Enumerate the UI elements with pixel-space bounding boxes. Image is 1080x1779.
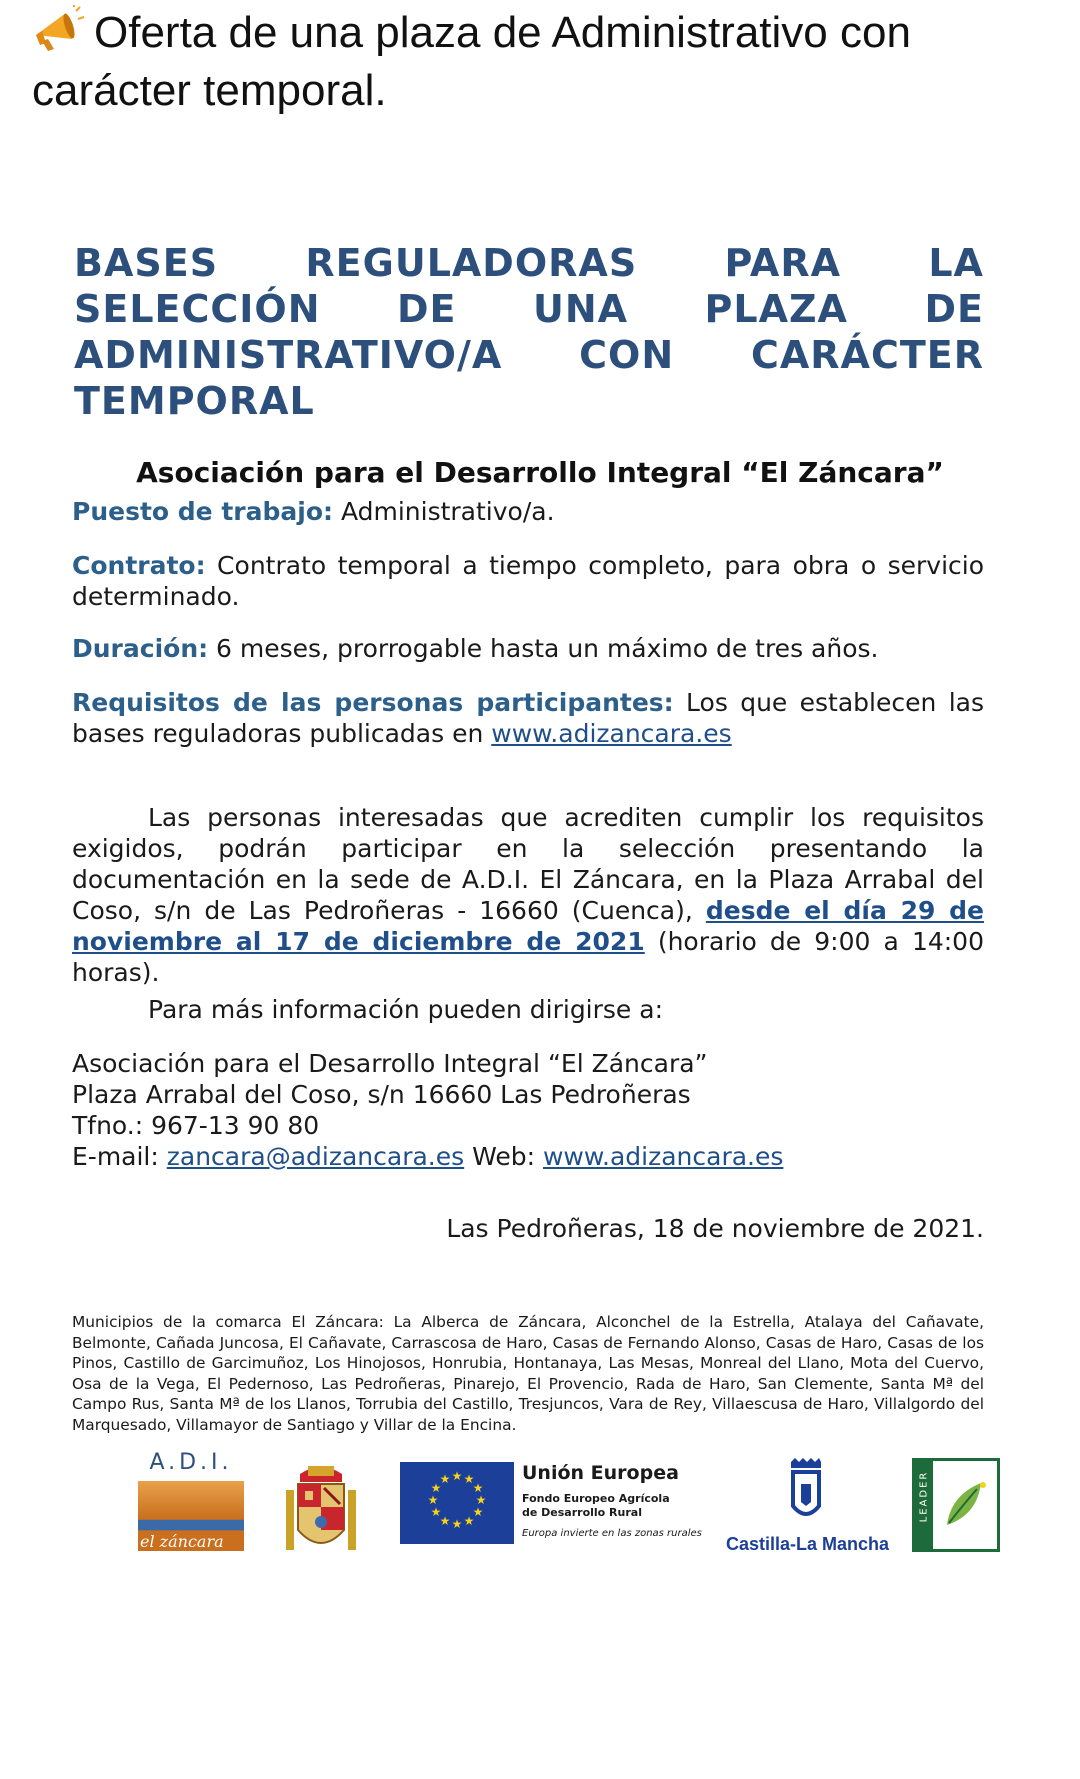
svg-text:★: ★: [430, 1481, 442, 1495]
svg-text:★: ★: [451, 1469, 463, 1483]
title-word: DE: [397, 287, 457, 331]
info-intro: Para más información pueden dirigirse a:: [148, 995, 664, 1024]
eu-title: Unión Europea: [522, 1462, 679, 1484]
field-puesto: [72, 496, 984, 527]
clm-text: Castilla-La Mancha: [726, 1534, 890, 1554]
title-line-3: [74, 332, 984, 378]
field-requisitos: [72, 687, 984, 749]
title-line-1: [74, 240, 984, 286]
field-contrato: [72, 550, 984, 612]
title-word: UNA: [532, 287, 629, 331]
web-link[interactable]: www.adizancara.es: [542, 1142, 784, 1171]
document-image: [0, 140, 1080, 1779]
adi-logo-graphic: [138, 1481, 244, 1551]
title-word: BASES: [74, 241, 219, 285]
svg-text:★: ★: [439, 1514, 451, 1528]
svg-text:★: ★: [475, 1493, 487, 1507]
adi-zancara-logo: [138, 1450, 244, 1558]
field-value: Los que establecen las bases reguladoras publicadas en: [72, 688, 984, 748]
adi-logo-sub: el záncara: [140, 1532, 224, 1551]
svg-text:★: ★: [463, 1514, 475, 1528]
title-line-2: [74, 286, 984, 332]
svg-text:★: ★: [472, 1505, 484, 1519]
title-word: CARÁCTER: [751, 333, 984, 377]
organization-heading: Asociación para el Desarrollo Integral “El Záncara”: [136, 456, 944, 489]
field-label: Requisitos de las personas participantes:: [72, 688, 674, 717]
field-label: Duración:: [72, 634, 209, 663]
contact-address: Plaza Arrabal del Coso, s/n 16660 Las Pedroñeras: [72, 1080, 691, 1109]
eu-fund-text: [522, 1462, 712, 1552]
contact-phone: Tfno.: 967-13 90 80: [72, 1111, 320, 1140]
eu-tagline: Europa invierte en las zonas rurales: [522, 1528, 702, 1539]
svg-text:★: ★: [427, 1493, 439, 1507]
eu-fund-line-2: de Desarrollo Rural: [522, 1506, 642, 1519]
document-title: [74, 240, 984, 424]
field-duracion: [72, 633, 984, 664]
adi-logo-text: A.D.I.: [149, 1450, 233, 1475]
body-text: Las personas interesadas que acrediten cumplir los requisitos exigidos, podrán participar en la selección presentando la documentación en la sede de A.D.I. El Záncara, en la Plaza Arrabal del Coso, s/n de Las Pedroñeras - 16660 (Cuenca),: [72, 803, 984, 925]
svg-text:★: ★: [430, 1505, 442, 1519]
svg-text:★: ★: [451, 1517, 463, 1531]
field-label: Contrato:: [72, 551, 206, 580]
field-label: Puesto de trabajo:: [72, 497, 333, 526]
title-line-4: [74, 378, 984, 424]
place-date: Las Pedroñeras, 18 de noviembre de 2021.: [446, 1214, 984, 1243]
eu-flag-logo: [400, 1462, 514, 1544]
title-word: TEMPORAL: [74, 379, 315, 423]
contact-org: Asociación para el Desarrollo Integral “El Záncara”: [72, 1049, 708, 1078]
title-word: DE: [924, 287, 984, 331]
title-word: PLAZA: [704, 287, 848, 331]
svg-text:★: ★: [472, 1481, 484, 1495]
clm-castle-icon: [781, 1458, 831, 1530]
email-label: E-mail:: [72, 1142, 167, 1171]
web-label: Web:: [464, 1142, 543, 1171]
leaf-icon: [941, 1475, 993, 1535]
svg-text:★: ★: [439, 1472, 451, 1486]
body-text: (horario de 9:00 a 14:00 horas).: [72, 927, 984, 987]
email-link[interactable]: zancara@adizancara.es: [166, 1142, 465, 1171]
application-dates: desde el día 29 de noviembre al 17 de diciembre de 2021: [72, 896, 985, 956]
megaphone-icon: [32, 5, 86, 53]
body-paragraph: [72, 802, 984, 988]
leader-text: LEADER: [918, 1470, 930, 1523]
title-word: PARA: [724, 241, 841, 285]
coat-of-arms-logo: [278, 1460, 364, 1560]
leader-logo: [912, 1458, 1000, 1552]
title-word: CON: [579, 333, 675, 377]
title-word: ADMINISTRATIVO/A: [74, 333, 503, 377]
field-value: Administrativo/a.: [333, 497, 555, 526]
contact-block: [72, 1048, 984, 1172]
title-word: LA: [928, 241, 984, 285]
eu-fund-line-1: Fondo Europeo Agrícola: [522, 1492, 670, 1505]
svg-text:★: ★: [463, 1472, 475, 1486]
logo-strip: [0, 1450, 1080, 1570]
post-text: [32, 4, 1052, 120]
castilla-la-mancha-logo: [726, 1458, 890, 1562]
field-value: Contrato temporal a tiempo completo, para obra o servicio determinado.: [72, 551, 984, 611]
title-word: SELECCIÓN: [74, 287, 321, 331]
contact-email-web: [72, 1141, 984, 1172]
title-word: REGULADORAS: [305, 241, 638, 285]
website-link[interactable]: www.adizancara.es: [491, 719, 732, 748]
post-text-content: Oferta de una plaza de Administrativo con carácter temporal.: [32, 8, 911, 115]
municipios-footer: Municipios de la comarca El Záncara: La Alberca de Záncara, Alconchel de la Estrella, Atalaya del Cañavate, Belmonte, Cañada Juncosa, El Cañavate, Carrascosa de Haro, Casas de Fernando Alonso, Casas de Haro, Casas de los Pinos, Castillo de Garcimuñoz, Los Hinojosos, Honrubia, Hontanaya, Las Mesas, Monreal del Llano, Mota del Cuervo, Osa de la Vega, El Pedernoso, Las Pedroñeras, Pinarejo, El Provencio, Rada de Haro, San Clemente, Santa Mª del Campo Rus, Santa Mª de los Llanos, Torrubia del Castillo, Tresjuncos, Vara de Rey, Villaescusa de Haro, Villalgordo del Marquesado, Villamayor de Santiago y Villar de la Encina.: [72, 1313, 984, 1434]
field-value: 6 meses, prorrogable hasta un máximo de tres años.: [208, 634, 879, 663]
